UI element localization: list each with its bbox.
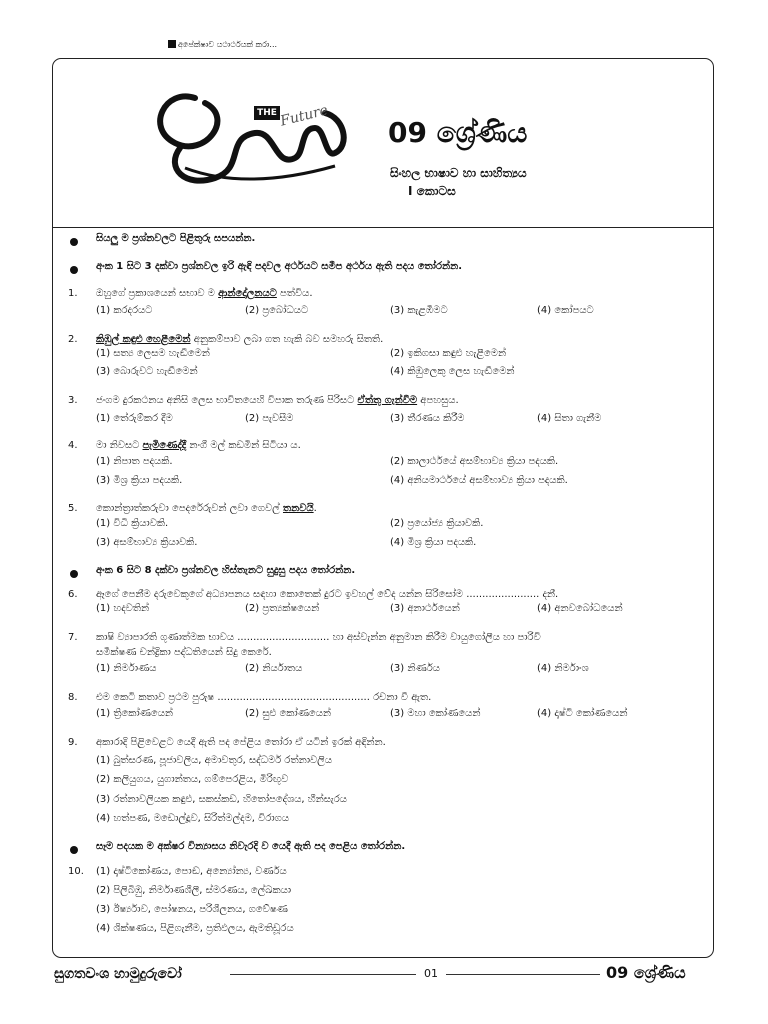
logo-script-icon: [125, 58, 365, 208]
question-8-text: එම කෙටි කතාව ප්‍රථම පුරුෂ ................................................ රචනා වී ඇත.: [96, 692, 432, 703]
question-number: 6.: [68, 589, 78, 600]
question-7-text-line2: සමීක්ෂණ චන්ද්‍රිකා පද්ධතියෙන් සිදු කෙරේ.: [96, 647, 272, 658]
question-4-text: මා නිවසට පැමිණෙද්දී නංගී මල් කඩමින් සිටියා ය.: [96, 440, 301, 451]
option: (3) ඊර්ෂ්‍යාව, පෝෂනය, පරිශීලනය, ගවේෂණ: [96, 904, 288, 915]
option: (3) නිර්ණය: [390, 663, 440, 674]
option: (3) අසම්භාව්‍ය ක්‍රියාවකි.: [96, 537, 198, 548]
tagline: අපේක්ෂාව යථාර්ථයක් කරා...: [168, 40, 277, 50]
option: (4) කෝපයට: [537, 305, 594, 316]
option: (1) දෘෂ්ටිකෝණය, පොඬ, අන්‍යෝන්‍ය, වර්ණය: [96, 866, 287, 877]
question-9-text: අකාරාදි පිළිවෙළට යෙදී ඇති පද පේළිය තෝරා ඒ යටින් ඉරක් අඳින්න.: [96, 737, 386, 748]
option: (4) දෘෂ්ටි කෝණයෙන්: [537, 708, 628, 719]
footer-author: සුගතවංශ හාමුදුරුවෝ: [54, 966, 182, 982]
option: (4) නිර්මාංශ: [537, 663, 589, 674]
option: (1) තේරුම්කර දීම: [96, 413, 173, 424]
option: (2) ප්‍රයෝජ්‍ය ක්‍රියාවකි.: [390, 518, 484, 529]
question-7-text-line1: කාෂි ව්‍යාපාරති ගුණාත්මක භාවය ............................. හා අස්වැන්න අනුමාන කිරීම වායුගෝලීය හා පාරිවි: [96, 632, 541, 643]
question-5-text: කොන්ත්‍රාත්කරුවා පෙදරේරුවන් ලවා ගෙවල් තනවයි.: [96, 503, 317, 514]
option: (2) ඉකිගසා කඳුළු හැළීමෙන්: [390, 348, 507, 359]
option: (1) සත්‍ය ලෙසම හැඬීමෙන්: [96, 348, 210, 359]
instruction-section1: අංක 1 සිට 3 දක්වා ප්‍රශ්නවල ඉරි ඇඳි පදවල අර්ථයට සමීප අර්ථය ඇති පදය තෝරන්න.: [96, 261, 463, 272]
option: (3) මහා කෝණයෙන්: [390, 708, 481, 719]
part-label: I කොටස: [408, 184, 456, 198]
question-number: 2.: [68, 334, 78, 345]
question-3-text: ජංගම දුරකථනය අනිසි ලෙස භාවිතයෙහි විපාක තරුණ පිරිසට ඒත්තු ගැන්වීම අපහසුය.: [96, 395, 459, 406]
option: (2) ප්‍රබෝධයට: [245, 305, 309, 316]
option: (2) සුළු කෝණයෙන්: [245, 708, 332, 719]
option: (1) නිර්මාණය: [96, 663, 157, 674]
grade-title: 09 ශ්‍රේණිය: [388, 116, 528, 149]
option: (2) පැවසීම: [245, 413, 294, 424]
option: (4) කිඹුලෙකු ලෙස හැඬීමෙන්: [390, 366, 515, 377]
question-number: 8.: [68, 692, 78, 703]
option: (1) බුත්සරණ, පූජාවලිය, අමාවතුර, සද්ධර්ම රත්නාවලිය: [96, 755, 333, 766]
option: (4) සිතා ගැනීම: [537, 413, 602, 424]
question-number: 9.: [68, 737, 78, 748]
option: (3) රත්නාවලියක කඳුළු, සකස්කඩ, හිතෝපදේශය, හීන්සැරය: [96, 794, 347, 805]
brand-square-icon: [168, 40, 176, 48]
option: (3) බොරුවට හැඬීමෙන්: [96, 366, 198, 377]
option: (3) මිශ්‍ර ක්‍රියා පදයකි.: [96, 475, 183, 486]
question-number: 5.: [68, 503, 78, 514]
instruction-section2: අංක 6 සිට 8 දක්වා ප්‍රශ්නවල හිස්තැනට සුදුසු පදය තෝරන්න.: [96, 565, 356, 576]
option: (2) කාලාර්ථයේ අසම්භාව්‍ය ක්‍රියා පදයකි.: [390, 456, 559, 467]
option: (1) ත්‍රිකෝණයෙන්: [96, 708, 174, 719]
logo-the-badge: THE: [254, 106, 280, 120]
header-divider: [53, 227, 713, 228]
option: (1) හදවතින්: [96, 603, 150, 614]
instruction-section3: සෑම පදයක ම අක්ෂර වින්‍යාසය නිවැරදි ව යෙදී ඇති පද පෙළිය තෝරන්න.: [96, 841, 406, 852]
page-number: 01: [424, 967, 438, 980]
question-2-text: කිඹුල් කඳුළු හෙළීමෙන් අනුකම්පාව ලබා ගත හැකි බව සමහරු සිතති.: [96, 334, 384, 345]
bullet-icon: [70, 570, 78, 578]
footer-grade: 09 ශ්‍රේණිය: [606, 963, 686, 982]
option: (3) තීරණය කිරීම: [390, 413, 465, 424]
option: (2) ප්‍රත්‍යක්ෂයෙන්: [245, 603, 320, 614]
option: (4) ශික්ෂණය, පිළිගැනීම, ප්‍රතිඵලය, ඇමතිඩූරය: [96, 923, 294, 934]
bullet-icon: [70, 266, 78, 274]
bullet-icon: [70, 846, 78, 854]
option: (1) නිපාත පදයකි.: [96, 456, 173, 467]
option: (3) කැළඹීමට: [390, 305, 448, 316]
question-number: 7.: [68, 632, 78, 643]
option: (1) කරදරයට: [96, 305, 153, 316]
option: (2) කලියුගය, යුගාන්තය, ගම්පෙරළිය, මිරිඟුව: [96, 774, 289, 785]
question-1-text: ඔහුගේ ප්‍රකාශයෙන් සභාව ම ආන්දෝලනයට පත්විය.: [96, 288, 313, 299]
option: (4) හත්පණ, මඩොල්දූව, සිරිත්මල්දම, විරාගය: [96, 813, 290, 824]
instruction-main: සියලු ම ප්‍රශ්නවලට පිළිතුරු සපයන්න.: [96, 233, 256, 244]
option: (3) අනාර්ථයෙන්: [390, 603, 460, 614]
logo-future-text: Future: [278, 102, 330, 130]
option: (2) පිලිබිඹු, නිර්මාණශීලී, ස්මරණය, ලේඛකයා: [96, 885, 292, 896]
option: (2) නිර්යාතය: [245, 663, 303, 674]
option: (4) මිශ්‍ර ක්‍රියා පදයකි.: [390, 537, 477, 548]
question-6-text: ඈගේ පෙනීම දරුවෙකුගේ අධ්‍යාපනය සඳහා කොතෙක් දුරට ඉවහල් වේද යන්න සිරිසෝම ....................... දනී.: [96, 589, 559, 600]
option: (4) අනවබෝධයෙන්: [537, 603, 623, 614]
question-number: 3.: [68, 395, 78, 406]
question-number: 1.: [68, 288, 78, 299]
footer-rule-left: [230, 974, 416, 975]
option: (1) විධි ක්‍රියාවකි.: [96, 518, 169, 529]
option: (4) අනියමාර්ථයේ අසම්භාව්‍ය ක්‍රියා පදයකි.: [390, 475, 568, 486]
subject-title: සිංහල භාෂාව හා සාහිත්‍යය: [390, 166, 527, 180]
question-number: 4.: [68, 440, 78, 451]
question-number: 10.: [68, 866, 84, 877]
bullet-icon: [70, 238, 78, 246]
footer-rule-right: [446, 974, 600, 975]
